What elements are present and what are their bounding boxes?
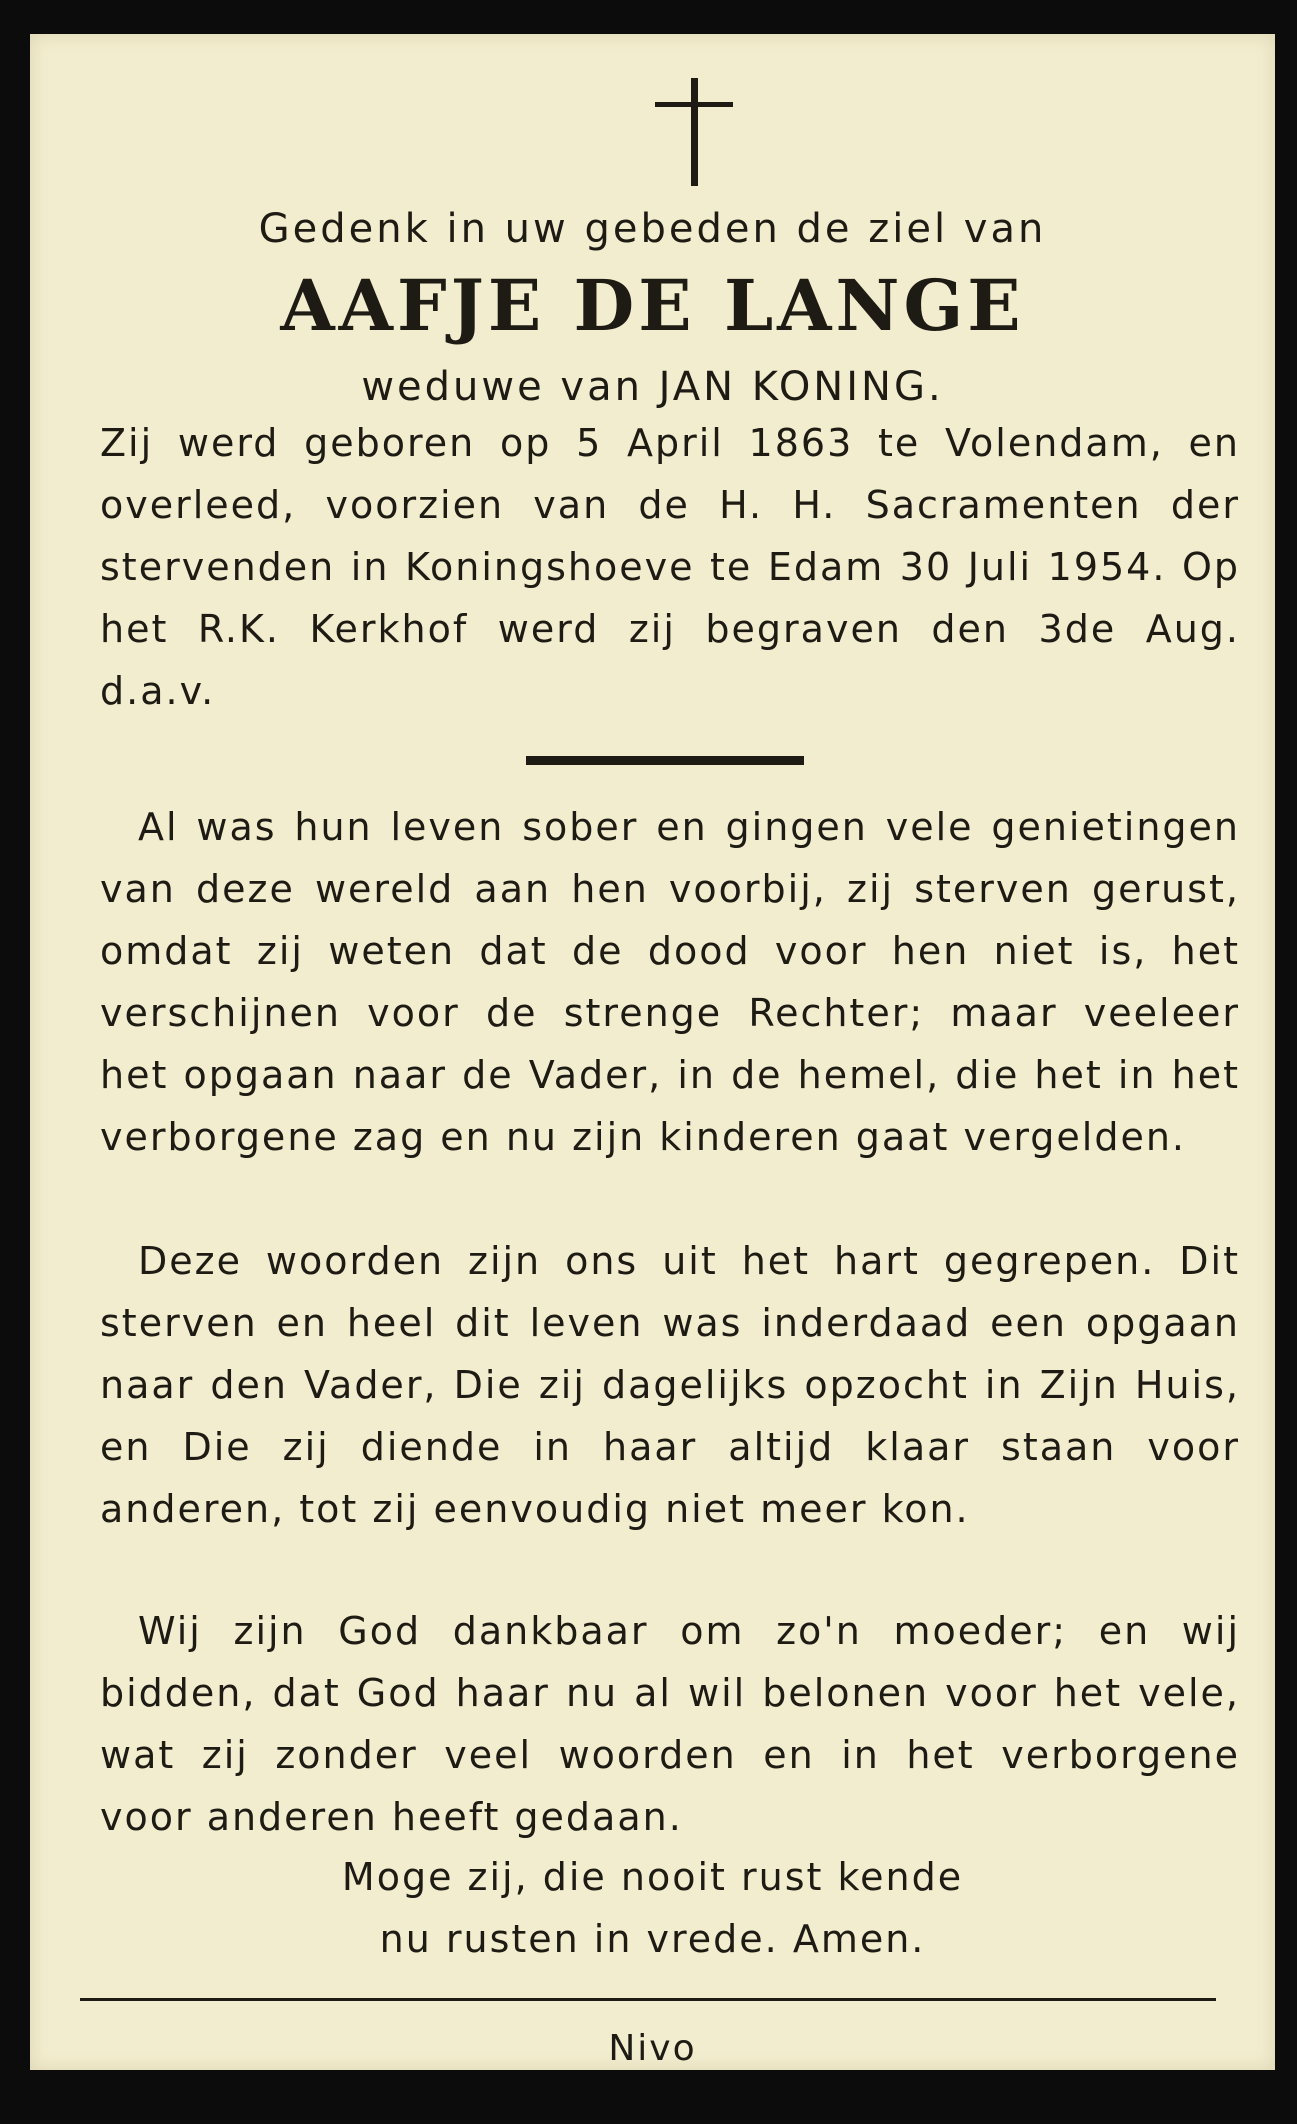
gratitude-paragraph: Wij zijn God dankbaar om zo'n moeder; en wij bidden, dat God haar nu al wil belonen voor het vele, wat zij zonder veel woorden en in het verborgene voor anderen heeft gedaan. xyxy=(100,1609,1240,1839)
tribute-paragraph: Deze woorden zijn ons uit het hart gegrepen. Dit sterven en heel dit leven was inderdaad een opgaan naar den Vader, Die zij dagelijks opzocht in Zijn Huis, en Die zij diende in haar altijd klaar staan voor anderen, tot zij eenvoudig niet meer kon. xyxy=(100,1239,1240,1531)
divider-long xyxy=(80,1998,1216,2001)
printer-mark: Nivo xyxy=(608,2028,697,2069)
divider-short xyxy=(526,756,804,765)
reflection-paragraph: Al was hun leven sober en gingen vele genietingen van deze wereld aan hen voorbij, zij sterven gerust, omdat zij weten dat de dood voor hen niet is, het verschijnen voor de strenge Rechter; maar veeleer het opgaan naar de Vader, in de hemel, die het in het verborgene zag en nu zijn kinderen gaat vergelden. xyxy=(100,805,1240,1159)
cross-icon xyxy=(655,78,733,186)
widow-of-text: weduwe van JAN KONING. xyxy=(361,364,944,410)
deceased-name: AAFJE DE LANGE xyxy=(280,264,1025,347)
biography-paragraph: Zij werd geboren op 5 April 1863 te Volendam, en overleed, voorzien van de H. H. Sacramenten der stervenden in Koningshoeve te Edam 30 Juli 1954. Op het R.K. Kerkhof werd zij begraven den 3de Aug. d.a.v. xyxy=(100,421,1240,713)
closing-line-1: Moge zij, die nooit rust kende xyxy=(341,1855,964,1899)
intro-text: Gedenk in uw gebeden de ziel van xyxy=(258,206,1047,252)
closing-line-2: nu rusten in vrede. Amen. xyxy=(379,1917,926,1961)
memorial-card xyxy=(30,34,1275,2070)
